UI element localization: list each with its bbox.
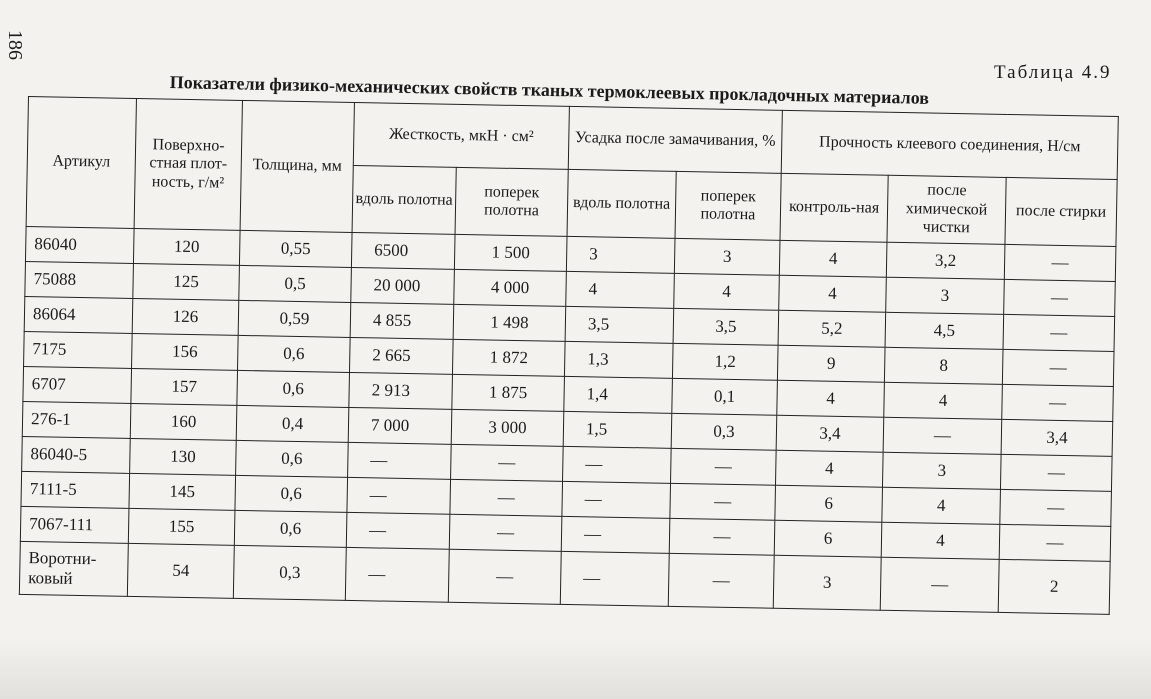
table-cell: —	[449, 514, 562, 551]
table-cell: 7 000	[348, 407, 452, 444]
header-stiffness: Жесткость, мкН · см²	[353, 102, 569, 169]
table-cell: 145	[129, 473, 236, 510]
table-title: Показатели физико-механических свойств тканых термоклеевых прокладочных материалов	[169, 72, 930, 108]
table-cell: 157	[131, 368, 238, 405]
page-number: 186	[4, 30, 26, 60]
header-article: Артикул	[26, 97, 136, 229]
table-cell: 125	[133, 263, 240, 300]
table-cell: 0,3	[233, 545, 346, 600]
table-cell: 4,5	[885, 312, 1004, 349]
table-cell: 0,59	[238, 300, 351, 337]
table-cell: 1,5	[563, 411, 672, 448]
table-cell: —	[1004, 279, 1116, 316]
header-thickness: Толщина, мм	[240, 100, 354, 232]
table-label: Таблица 4.9	[994, 62, 1112, 83]
table-cell: 54	[127, 543, 234, 598]
table-cell: 0,6	[234, 510, 347, 547]
table-cell: 130	[130, 438, 237, 475]
table-cell: 5,2	[778, 310, 886, 347]
table-cell: —	[563, 446, 672, 483]
table-cell: —	[451, 444, 564, 481]
table-cell: —	[1000, 454, 1112, 491]
table-cell: 20 000	[351, 267, 455, 304]
table-cell: 0,1	[672, 378, 778, 415]
table-container	[19, 96, 1118, 615]
table-cell: —	[1000, 489, 1112, 526]
table-cell: 0,4	[236, 405, 349, 442]
table-cell: 1 872	[452, 339, 565, 376]
table-cell: 3 000	[451, 409, 564, 446]
table-cell: 3,2	[886, 242, 1005, 279]
header-stiffness-across: поперек полотна	[455, 167, 568, 236]
properties-table	[19, 96, 1119, 615]
table-cell: —	[347, 477, 451, 514]
table-cell: 3,4	[776, 415, 884, 452]
table-cell: —	[561, 516, 670, 553]
table-cell: 0,6	[238, 335, 351, 372]
table-cell: —	[1003, 314, 1115, 351]
table-cell: 9	[777, 345, 885, 382]
table-cell: 3,5	[565, 306, 674, 343]
table-cell: 1 875	[452, 374, 565, 411]
header-strength-control: контроль-ная	[780, 173, 888, 242]
header-strength: Прочность клеевого соединения, Н/см	[781, 110, 1118, 179]
table-cell: 4	[779, 275, 887, 312]
header-strength-dry-clean: после химической чистки	[887, 175, 1006, 244]
table-cell: 3	[882, 452, 1001, 489]
header-stiffness-along: вдоль полотна	[352, 165, 456, 234]
table-cell: 120	[133, 228, 240, 265]
table-cell: 4 000	[454, 269, 567, 306]
table-cell: 4	[674, 273, 780, 310]
table-cell: 4	[777, 380, 885, 417]
table-cell: 155	[128, 508, 235, 545]
table-cell: 0,6	[235, 475, 348, 512]
table-cell: 0,5	[239, 265, 352, 302]
table-cell: 6	[775, 485, 883, 522]
cell-article: 7175	[24, 331, 133, 368]
table-cell: —	[668, 553, 774, 608]
table-cell: 4	[882, 487, 1001, 524]
table-cell: —	[1004, 244, 1116, 281]
cell-article: 7111-5	[21, 471, 130, 508]
cell-article: 86040-5	[22, 436, 131, 473]
table-cell: —	[671, 448, 777, 485]
table-cell: 4	[884, 382, 1003, 419]
table-cell: 1 500	[454, 234, 567, 271]
table-cell: 3,4	[1001, 419, 1113, 456]
table-cell: 4	[776, 450, 884, 487]
header-shrinkage-across: поперек полотна	[675, 171, 781, 240]
table-cell: 2 913	[349, 372, 453, 409]
table-cell: —	[562, 481, 671, 518]
table-cell: 2 665	[349, 337, 453, 374]
table-cell: 2	[998, 559, 1110, 614]
table-cell: —	[883, 417, 1002, 454]
table-cell: 3	[674, 238, 780, 275]
cell-article: Воротни-ковый	[19, 541, 128, 596]
header-strength-wash: после стирки	[1005, 177, 1117, 246]
table-cell: 4	[881, 522, 1000, 559]
cell-article: 7067-111	[20, 506, 129, 543]
table-cell: —	[670, 483, 776, 520]
table-cell: 156	[132, 333, 239, 370]
table-cell: —	[448, 549, 561, 604]
table-cell: 160	[130, 403, 237, 440]
table-cell: 1,3	[564, 341, 673, 378]
cell-article: 276-1	[22, 401, 131, 438]
table-cell: 0,6	[236, 440, 349, 477]
table-cell: 6500	[351, 232, 455, 269]
scan-shadow	[0, 639, 1151, 699]
table-cell: —	[560, 551, 669, 606]
table-cell: 126	[132, 298, 239, 335]
table-cell: 4	[779, 240, 887, 277]
table-cell: —	[348, 442, 452, 479]
header-shrinkage: Усадка после замачивания, %	[568, 106, 782, 173]
table-cell: —	[345, 547, 449, 602]
table-cell: —	[1002, 349, 1114, 386]
cell-article: 6707	[23, 366, 132, 403]
table-cell: 0,6	[237, 370, 350, 407]
table-cell: 8	[884, 347, 1003, 384]
table-cell: 6	[774, 520, 882, 557]
table-cell: 4	[566, 271, 675, 308]
cell-article: 75088	[25, 261, 134, 298]
table-cell: —	[1002, 384, 1114, 421]
table-cell: 4 855	[350, 302, 454, 339]
table-cell: —	[880, 557, 999, 612]
cell-article: 86064	[24, 296, 133, 333]
table-cell: 3	[886, 277, 1005, 314]
header-shrinkage-along: вдоль полотна	[567, 169, 676, 238]
table-cell: —	[450, 479, 563, 516]
table-cell: 3	[773, 555, 881, 610]
table-cell: 1,2	[672, 343, 778, 380]
table-body	[19, 226, 1116, 614]
table-cell: —	[999, 524, 1111, 561]
table-cell: 3	[566, 236, 675, 273]
table-cell: —	[669, 518, 775, 555]
header-density: Поверхно-стная плот-ность, г/м²	[134, 98, 242, 230]
table-cell: 0,55	[239, 230, 352, 267]
table-cell: —	[346, 512, 450, 549]
table-cell: 3,5	[673, 308, 779, 345]
table-cell: 1,4	[564, 376, 673, 413]
cell-article: 86040	[25, 226, 134, 263]
table-cell: 1 498	[453, 304, 566, 341]
table-cell: 0,3	[671, 413, 777, 450]
